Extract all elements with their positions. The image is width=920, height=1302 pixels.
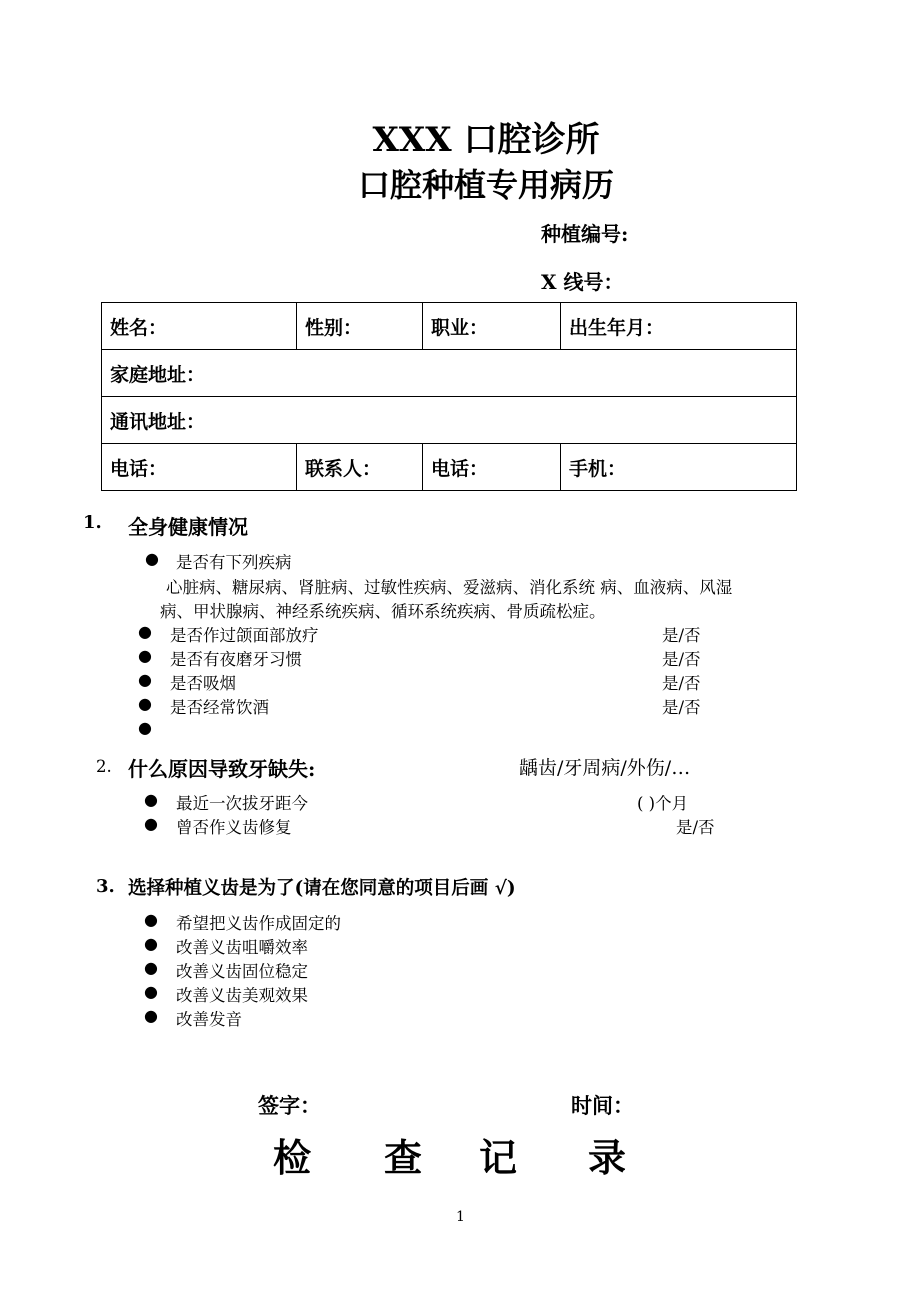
section2-title: 什么原因导致牙缺失:: [128, 757, 316, 781]
bullet: ●: [144, 814, 158, 833]
exam-record-char: 检: [273, 1135, 312, 1180]
bullet: ●: [138, 670, 152, 689]
last-extraction-answer: ( )个月: [637, 794, 689, 813]
purpose-item: 改善发音: [176, 1010, 242, 1029]
patient-info-table: [101, 302, 797, 491]
bullet: ●: [138, 694, 152, 713]
exam-record-char: 录: [588, 1135, 627, 1180]
home-address-cell: 家庭地址：: [102, 350, 797, 397]
occupation-cell: 职业：: [423, 303, 561, 350]
purpose-item: 改善义齿咀嚼效率: [176, 938, 308, 957]
smoking-question: 是否吸烟: [170, 674, 236, 693]
section3-number: 3.: [96, 876, 115, 897]
page-number: 1: [456, 1209, 465, 1225]
gender-cell: 性别：: [297, 303, 423, 350]
smoking-answer: 是/否: [662, 674, 701, 693]
section2-number: 2.: [96, 757, 112, 776]
clinic-title: XXX 口腔诊所: [372, 120, 600, 160]
radiotherapy-answer: 是/否: [662, 626, 701, 645]
section1-title: 全身健康情况: [128, 515, 248, 539]
xray-number-label: X 线号：: [541, 270, 624, 294]
denture-question: 曾否作义齿修复: [176, 818, 292, 837]
phone-cell: 电话：: [102, 444, 297, 491]
denture-answer: 是/否: [676, 818, 715, 837]
purpose-item: 改善义齿固位稳定: [176, 962, 308, 981]
radiotherapy-question: 是否作过颌面部放疗: [170, 626, 319, 645]
name-cell: 姓名：: [102, 303, 297, 350]
purpose-item: 希望把义齿作成固定的: [176, 914, 341, 933]
mail-address-cell: 通讯地址：: [102, 397, 797, 444]
disease-question: 是否有下列疾病: [176, 553, 292, 572]
last-extraction-question: 最近一次拔牙距今: [176, 794, 308, 813]
purpose-item: 改善义齿美观效果: [176, 986, 308, 1005]
bullet: ●: [144, 934, 158, 953]
bruxism-answer: 是/否: [662, 650, 701, 669]
exam-record-char: 记: [479, 1135, 518, 1180]
bullet: ●: [144, 982, 158, 1001]
bullet: ●: [138, 622, 152, 641]
bullet: ●: [145, 549, 159, 568]
section1-number: 1.: [83, 512, 102, 533]
contact-phone-cell: 电话：: [423, 444, 561, 491]
time-label: 时间：: [571, 1093, 634, 1118]
loss-causes: 龋齿/牙周病/外伤/…: [519, 757, 691, 779]
bullet: ●: [144, 958, 158, 977]
bullet: ●: [144, 1006, 158, 1025]
birth-cell: 出生年月：: [561, 303, 797, 350]
implant-number-label: 种植编号:: [541, 222, 629, 246]
bruxism-question: 是否有夜磨牙习惯: [170, 650, 302, 669]
record-title: 口腔种植专用病历: [357, 166, 614, 204]
disease-list-line2: 病、甲状腺病、神经系统疾病、循环系统疾病、骨质疏松症。: [160, 602, 606, 621]
bullet: ●: [144, 790, 158, 809]
exam-record-char: 查: [384, 1135, 423, 1180]
signature-label: 签字：: [258, 1093, 321, 1118]
disease-list-line1: 心脏病、糖尿病、肾脏病、过敏性疾病、爱滋病、消化系统 病、血液病、风湿: [166, 578, 733, 597]
mobile-cell: 手机：: [561, 444, 797, 491]
drinking-answer: 是/否: [662, 698, 701, 717]
bullet: ●: [138, 718, 152, 737]
bullet: ●: [138, 646, 152, 665]
drinking-question: 是否经常饮酒: [170, 698, 269, 717]
section3-title: 选择种植义齿是为了(请在您同意的项目后画 √): [128, 878, 516, 899]
contact-cell: 联系人：: [297, 444, 423, 491]
bullet: ●: [144, 910, 158, 929]
